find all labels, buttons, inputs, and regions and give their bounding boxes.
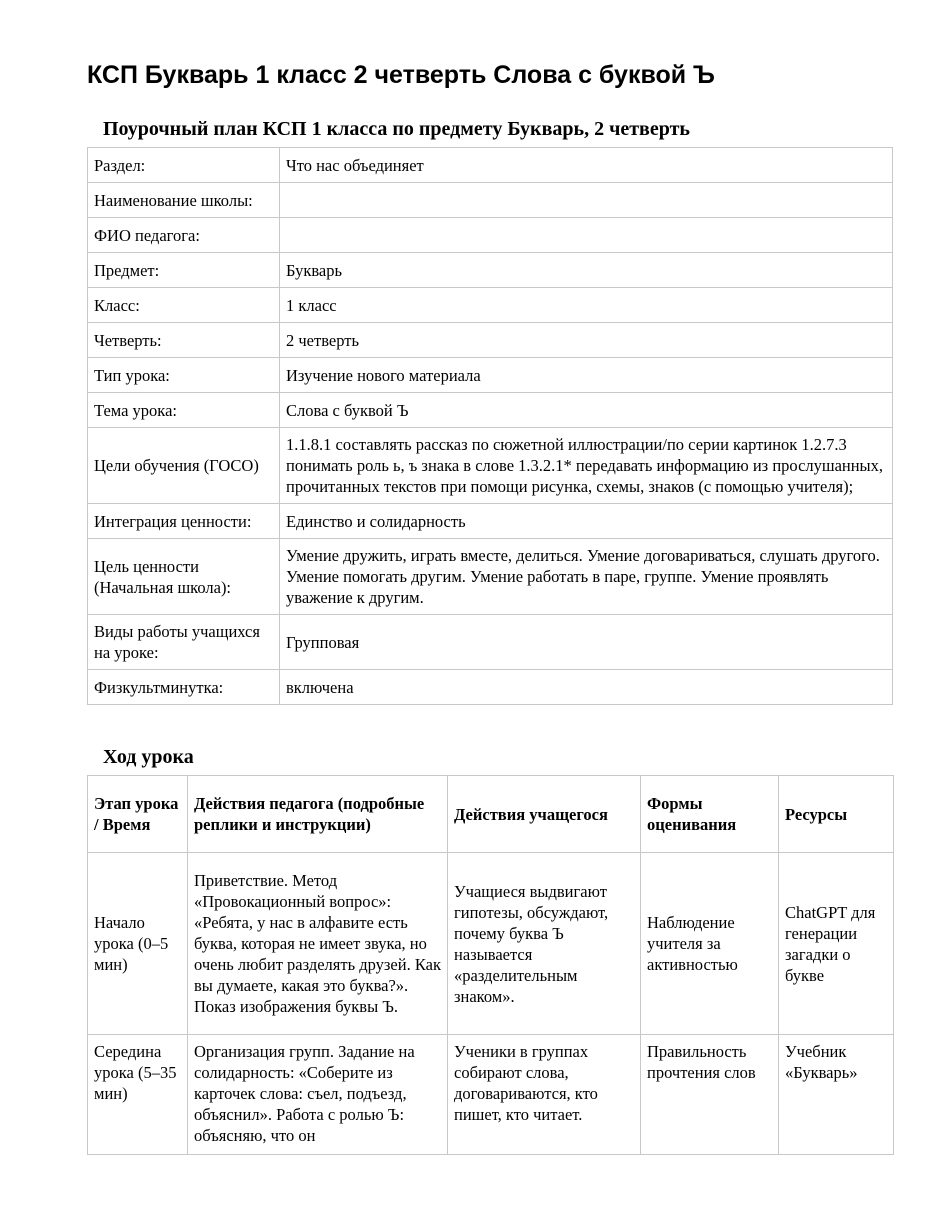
- info-label: Интеграция ценности:: [88, 504, 280, 539]
- info-value: Что нас объединяет: [280, 148, 893, 183]
- info-value: Изучение нового материала: [280, 358, 893, 393]
- info-label: Предмет:: [88, 253, 280, 288]
- plan-heading: Поурочный план КСП 1 класса по предмету Букварь, 2 четверть: [103, 118, 690, 140]
- info-label: Раздел:: [88, 148, 280, 183]
- cell-assessment: Наблюдение учителя за активностью: [641, 853, 779, 1035]
- info-value: 2 четверть: [280, 323, 893, 358]
- cell-assessment: Правильность прочтения слов: [641, 1035, 779, 1155]
- info-value: [280, 183, 893, 218]
- info-label: Цели обучения (ГОСО): [88, 428, 280, 504]
- table-row: [88, 1035, 894, 1155]
- info-value: Групповая: [280, 615, 893, 670]
- cell-teacher-actions: Приветствие. Метод «Провокационный вопрос»: «Ребята, у нас в алфавите есть буква, которая не имеет звука, но очень любит разделять друзей. Как вы думаете, какая это буква?». Показ изображения буквы Ъ.: [188, 853, 448, 1035]
- cell-stage: Начало урока (0–5 мин): [88, 853, 188, 1035]
- table-header-row: [88, 776, 894, 853]
- info-row-teacher: [88, 218, 893, 253]
- cell-resources: Учебник «Букварь»: [779, 1035, 894, 1155]
- info-row-subject: [88, 253, 893, 288]
- header-student-actions: Действия учащегося: [448, 776, 641, 853]
- info-value: включена: [280, 670, 893, 705]
- document-title: КСП Букварь 1 класс 2 четверть Слова с буквой Ъ: [87, 61, 715, 89]
- info-row-work-types: [88, 615, 893, 670]
- cell-resources: ChatGPT для генерации загадки о букве: [779, 853, 894, 1035]
- info-label: Наименование школы:: [88, 183, 280, 218]
- cell-student-actions: Ученики в группах собирают слова, договариваются, кто пишет, кто читает.: [448, 1035, 641, 1155]
- info-value: 1.1.8.1 составлять рассказ по сюжетной иллюстрации/по серии картинок 1.2.7.3 понимать роль ь, ъ знака в слове 1.3.2.1* передавать информацию из прослушанных, прочитанных текстов при помощи рисунка, схемы, знаков (с помощью учителя);: [280, 428, 893, 504]
- info-label: Виды работы учащихся на уроке:: [88, 615, 280, 670]
- cell-student-actions: Учащиеся выдвигают гипотезы, обсуждают, почему буква Ъ называется «разделительным знаком».: [448, 853, 641, 1035]
- info-label: ФИО педагога:: [88, 218, 280, 253]
- header-teacher-actions: Действия педагога (подробные реплики и инструкции): [188, 776, 448, 853]
- lesson-progress-heading: Ход урока: [103, 746, 194, 768]
- info-row-value-integration: [88, 504, 893, 539]
- header-resources: Ресурсы: [779, 776, 894, 853]
- info-value: [280, 218, 893, 253]
- info-value: Умение дружить, играть вместе, делиться. Умение договариваться, слушать другого. Умение помогать другим. Умение работать в паре, группе. Умение проявлять уважение к другим.: [280, 539, 893, 615]
- info-label: Четверть:: [88, 323, 280, 358]
- table-row: [88, 853, 894, 1035]
- info-value: Единство и солидарность: [280, 504, 893, 539]
- info-row-physical-break: [88, 670, 893, 705]
- info-value: 1 класс: [280, 288, 893, 323]
- info-label: Класс:: [88, 288, 280, 323]
- header-assessment: Формы оценивания: [641, 776, 779, 853]
- info-row-grade: [88, 288, 893, 323]
- info-row-lesson-topic: [88, 393, 893, 428]
- lesson-progress-table: [87, 775, 894, 1155]
- header-stage: Этап урока / Время: [88, 776, 188, 853]
- info-value: Слова с буквой Ъ: [280, 393, 893, 428]
- cell-teacher-actions: Организация групп. Задание на солидарность: «Соберите из карточек слова: съел, подъезд, объяснил». Работа с ролью Ъ: объясняю, что он: [188, 1035, 448, 1155]
- info-value: Букварь: [280, 253, 893, 288]
- info-row-section: [88, 148, 893, 183]
- info-row-lesson-type: [88, 358, 893, 393]
- info-row-quarter: [88, 323, 893, 358]
- info-row-school: [88, 183, 893, 218]
- info-row-learning-goals: [88, 428, 893, 504]
- info-label: Тип урока:: [88, 358, 280, 393]
- info-label: Тема урока:: [88, 393, 280, 428]
- lesson-info-table: [87, 147, 893, 705]
- info-row-value-goal: [88, 539, 893, 615]
- info-label: Физкультминутка:: [88, 670, 280, 705]
- cell-stage: Середина урока (5–35 мин): [88, 1035, 188, 1155]
- info-label: Цель ценности (Начальная школа):: [88, 539, 280, 615]
